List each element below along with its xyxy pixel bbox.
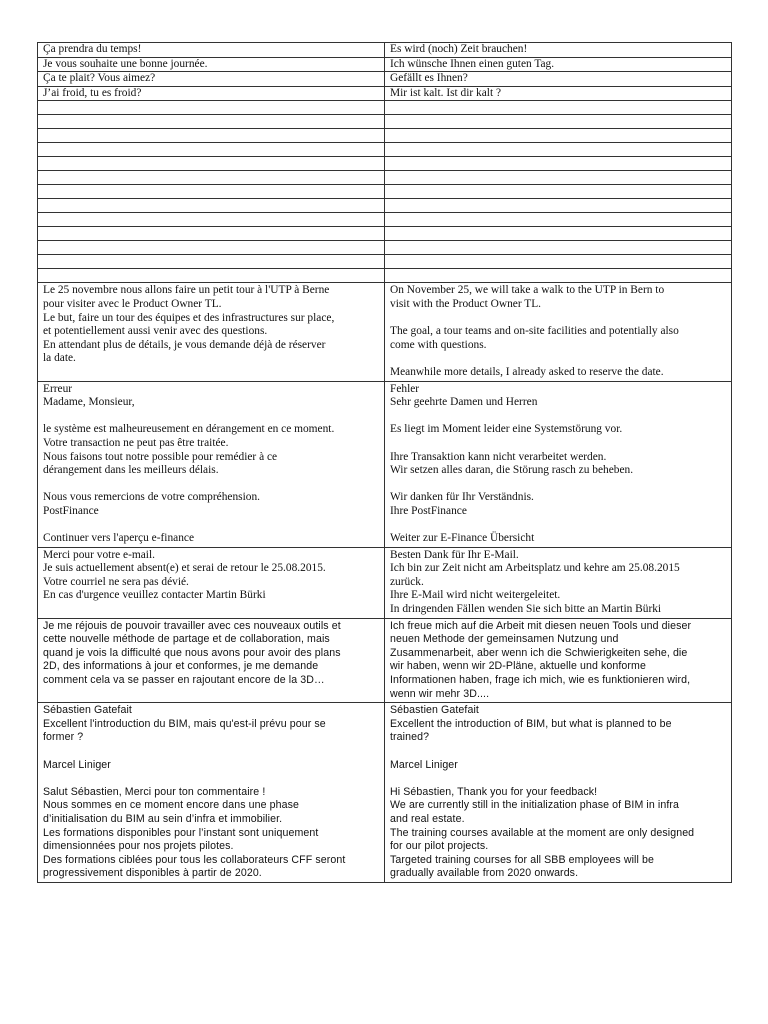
table-row-absence bbox=[38, 547, 732, 618]
table-row bbox=[38, 72, 732, 87]
german-cell: Mir ist kalt. Ist dir kalt ? bbox=[385, 86, 732, 101]
empty-row bbox=[38, 185, 732, 199]
german-cell: Es wird (noch) Zeit brauchen! bbox=[385, 43, 732, 58]
empty-cell bbox=[385, 129, 732, 143]
empty-cell bbox=[38, 185, 385, 199]
translation-table bbox=[37, 42, 732, 883]
table-row-new-tools bbox=[38, 618, 732, 703]
empty-row bbox=[38, 227, 732, 241]
table-row bbox=[38, 43, 732, 58]
empty-row bbox=[38, 199, 732, 213]
french-cell: Sébastien Gatefait Excellent l'introduction du BIM, mais qu'est-il prévu pour se former ? Marcel Liniger Salut Sébastien, Merci pour ton commentaire ! Nous sommes en ce moment encore dans une phase d’initialisation du BIM au sein d’infra et immobilier. Les formations disponibles pour l’instant sont uniquement dimensionnées pour nos projets pilotes. Des formations ciblées pour tous les collaborateurs CFF seront progressivement disponibles à partir de 2020. bbox=[38, 703, 385, 883]
french-cell: Ça prendra du temps! bbox=[38, 43, 385, 58]
empty-cell bbox=[385, 171, 732, 185]
empty-cell bbox=[38, 199, 385, 213]
empty-cell bbox=[385, 115, 732, 129]
empty-cell bbox=[385, 101, 732, 115]
empty-cell bbox=[38, 129, 385, 143]
german-cell: Ich freue mich auf die Arbeit mit diesen neuen Tools und dieser neuen Methode der gemeinsamen Nutzung und Zusammenarbeit, aber wenn ich die Schwierigkeiten sehe, die wir haben, wenn wir 2D-Pläne, aktuelle und konforme Informationen haben, frage ich mich, wie es funktionieren wird, wenn wir mehr 3D.... bbox=[385, 618, 732, 703]
empty-row bbox=[38, 115, 732, 129]
empty-cell bbox=[385, 157, 732, 171]
empty-cell bbox=[38, 241, 385, 255]
empty-cell bbox=[385, 269, 732, 283]
empty-row bbox=[38, 157, 732, 171]
empty-cell bbox=[38, 269, 385, 283]
empty-cell bbox=[385, 143, 732, 157]
empty-cell bbox=[38, 171, 385, 185]
german-cell: Ich wünsche Ihnen einen guten Tag. bbox=[385, 57, 732, 72]
empty-cell bbox=[385, 213, 732, 227]
table-row-utp-visit bbox=[38, 283, 732, 381]
empty-cell bbox=[385, 255, 732, 269]
table-row bbox=[38, 57, 732, 72]
german-cell: Besten Dank für Ihr E-Mail. Ich bin zur Zeit nicht am Arbeitsplatz und kehre am 25.08.2015 zurück. Ihre E-Mail wird nicht weitergeleitet. In dringenden Fällen wenden Sie sich bitte an Martin Bürki bbox=[385, 547, 732, 618]
french-cell: Je me réjouis de pouvoir travailler avec ces nouveaux outils et cette nouvelle méthode de partage et de collaboration, mais quand je vois la difficulté que nous avons pour avoir des plans 2D, des informations à jour et conformes, je me demande comment cela va se passer en rajoutant encore de la 3D… bbox=[38, 618, 385, 703]
empty-cell bbox=[38, 115, 385, 129]
empty-cell bbox=[385, 185, 732, 199]
french-cell: Erreur Madame, Monsieur, le système est malheureusement en dérangement en ce moment. Votre transaction ne peut pas être traitée. Nous faisons tout notre possible pour remédier à ce dérangement dans les meilleurs délais. Nous vous remercions de votre compréhension. PostFinance Continuer vers l'aperçu e-finance bbox=[38, 381, 385, 547]
french-cell: Je vous souhaite une bonne journée. bbox=[38, 57, 385, 72]
empty-cell bbox=[38, 143, 385, 157]
empty-cell bbox=[38, 213, 385, 227]
english-cell: On November 25, we will take a walk to the UTP in Bern to visit with the Product Owner TL. The goal, a tour teams and on-site facilities and potentially also come with questions. Meanwhile more details, I already asked to reserve the date. bbox=[385, 283, 732, 381]
empty-cell bbox=[385, 199, 732, 213]
empty-cell bbox=[38, 101, 385, 115]
empty-cell bbox=[38, 157, 385, 171]
table-row bbox=[38, 86, 732, 101]
french-cell: Ça te plait? Vous aimez? bbox=[38, 72, 385, 87]
empty-row bbox=[38, 171, 732, 185]
french-cell: J’ai froid, tu es froid? bbox=[38, 86, 385, 101]
empty-row bbox=[38, 129, 732, 143]
empty-row bbox=[38, 213, 732, 227]
empty-row bbox=[38, 241, 732, 255]
empty-cell bbox=[385, 227, 732, 241]
german-cell: Gefällt es Ihnen? bbox=[385, 72, 732, 87]
empty-cell bbox=[385, 241, 732, 255]
english-cell: Sébastien Gatefait Excellent the introduction of BIM, but what is planned to be trained? Marcel Liniger Hi Sébastien, Thank you for your feedback! We are currently still in the initialization phase of BIM in infra and real estate. The training courses available at the moment are only designed for our pilot projects. Targeted training courses for all SBB employees will be gradually available from 2020 onwards. bbox=[385, 703, 732, 883]
french-cell: Merci pour votre e-mail. Je suis actuellement absent(e) et serai de retour le 25.08.2015. Votre courriel ne sera pas dévié. En cas d'urgence veuillez contacter Martin Bürki bbox=[38, 547, 385, 618]
german-cell: Fehler Sehr geehrte Damen und Herren Es liegt im Moment leider eine Systemstörung vor. Ihre Transaktion kann nicht verarbeitet werden. Wir setzen alles daran, die Störung rasch zu beheben. Wir danken für Ihr Verständnis. Ihre PostFinance Weiter zur E-Finance Übersicht bbox=[385, 381, 732, 547]
table-row-bim-training bbox=[38, 703, 732, 883]
empty-cell bbox=[38, 227, 385, 241]
empty-row bbox=[38, 255, 732, 269]
empty-row bbox=[38, 269, 732, 283]
empty-row bbox=[38, 143, 732, 157]
empty-row bbox=[38, 101, 732, 115]
french-cell: Le 25 novembre nous allons faire un petit tour à l'UTP à Berne pour visiter avec le Product Owner TL. Le but, faire un tour des équipes et des infrastructures sur place, et potentiellement aussi venir avec des questions. En attendant plus de détails, je vous demande déjà de réserver la date. bbox=[38, 283, 385, 381]
empty-cell bbox=[38, 255, 385, 269]
table-row-system-error bbox=[38, 381, 732, 547]
